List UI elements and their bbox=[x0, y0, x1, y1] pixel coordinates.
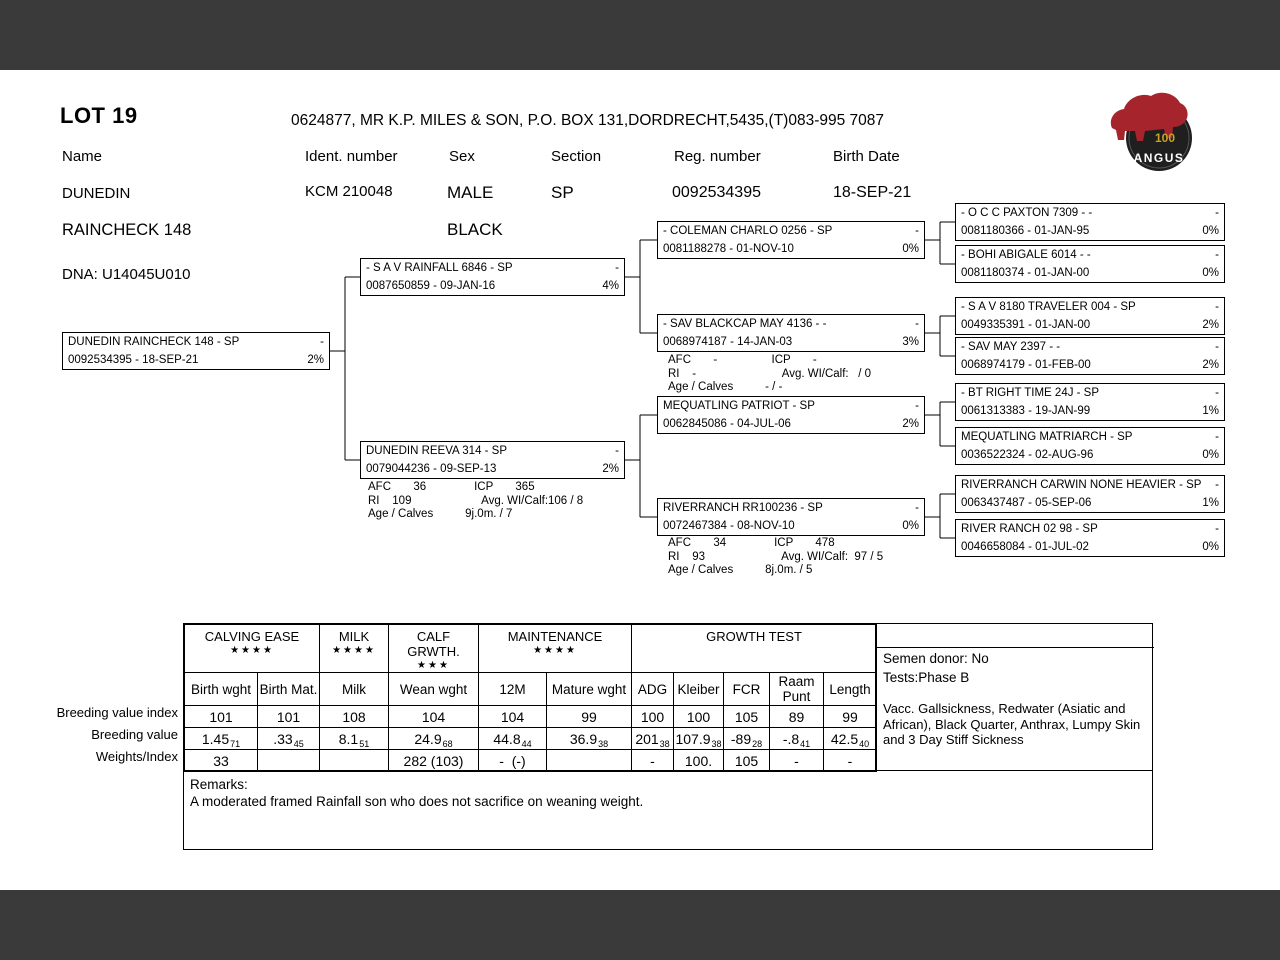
accuracy: 71 bbox=[230, 738, 241, 749]
bv-value-cell: $44.8_{44}$ bbox=[479, 728, 547, 750]
weights-cell bbox=[320, 750, 389, 772]
ident-value: KCM 210048 bbox=[305, 183, 393, 200]
bv-value-cell: $.33_{45}$ bbox=[258, 728, 320, 750]
pedigree-name: MEQUATLING PATRIOT - SP bbox=[663, 400, 815, 412]
vaccinations-text: Vacc. Gallsickness, Redwater (Asiatic and African), Black Quarter, Anthrax, Lumpy Skin and 3 Day Stiff Sickness bbox=[883, 701, 1141, 747]
col-raam-punt: Raam Punt bbox=[770, 673, 824, 706]
accuracy: 44 bbox=[521, 738, 532, 749]
pedigree-pct: 2% bbox=[1202, 359, 1219, 371]
bv-index-cell: 108 bbox=[320, 706, 389, 728]
birth-value: 18-SEP-21 bbox=[833, 184, 912, 201]
accuracy: 28 bbox=[752, 738, 763, 749]
bv-index-cell: 105 bbox=[724, 706, 770, 728]
accuracy: 68 bbox=[442, 738, 453, 749]
weights-cell: - (-) bbox=[479, 750, 547, 772]
logo-badge: 100 bbox=[1154, 131, 1176, 145]
logo-text: ANGUS bbox=[1133, 151, 1185, 165]
pedigree-reg: 0081180366 - 01-JAN-95 bbox=[961, 225, 1090, 237]
pedigree-reg: 0079044236 - 09-SEP-13 bbox=[366, 463, 497, 475]
pedigree-flag: - bbox=[1215, 479, 1219, 491]
weights-cell: 105 bbox=[724, 750, 770, 772]
pedigree-name: - BOHI ABIGALE 6014 - - bbox=[961, 249, 1091, 261]
pedigree-reg: 0092534395 - 18-SEP-21 bbox=[68, 354, 199, 366]
pedigree-flag: - bbox=[915, 318, 919, 330]
pedigree-reg: 0068974179 - 01-FEB-00 bbox=[961, 359, 1091, 371]
group-calf-growth: CALF GRWTH. ★★★ bbox=[389, 625, 479, 673]
dna-value: DNA: U14045U010 bbox=[62, 266, 191, 283]
row-label-breeding-value: Breeding value bbox=[91, 727, 178, 742]
pedigree-flag: - bbox=[1215, 207, 1219, 219]
owner-line: 0624877, MR K.P. MILES & SON, P.O. BOX 131,DORDRECHT,5435,(T)083-995 7087 bbox=[291, 112, 885, 129]
bv-index-cell: 104 bbox=[479, 706, 547, 728]
pedigree-flag: - bbox=[915, 225, 919, 237]
pedigree-reg: 0061313383 - 19-JAN-99 bbox=[961, 405, 1091, 417]
accuracy: 38 bbox=[659, 738, 670, 749]
pedigree-name: - S A V 8180 TRAVELER 004 - SP bbox=[961, 301, 1136, 313]
section-label: Section bbox=[551, 148, 602, 165]
pedigree-pct: 0% bbox=[1202, 225, 1219, 237]
bv-value-cell: $107.9_{38}$ bbox=[674, 728, 724, 750]
bv-index-cell: 99 bbox=[824, 706, 877, 728]
reg-label: Reg. number bbox=[674, 148, 761, 165]
group-header-row bbox=[185, 625, 877, 673]
pedigree-node-gg4 bbox=[955, 337, 1225, 375]
name-value-line2: RAINCHECK 148 bbox=[62, 221, 192, 239]
bv-value-cell: $201_{38}$ bbox=[632, 728, 674, 750]
pedigree-reg: 0068974187 - 14-JAN-03 bbox=[663, 336, 793, 348]
bv-value-cell: $36.9_{38}$ bbox=[547, 728, 632, 750]
pedigree-node-gg7 bbox=[955, 475, 1225, 513]
sex-value: MALE bbox=[447, 183, 494, 202]
col-mature-wght: Mature wght bbox=[547, 673, 632, 706]
birth-label: Birth Date bbox=[833, 148, 900, 165]
bv-value-cell: $-89_{28}$ bbox=[724, 728, 770, 750]
bv-index-cell: 101 bbox=[258, 706, 320, 728]
bottom-bar bbox=[0, 890, 1280, 960]
bv-index-cell: 100 bbox=[674, 706, 724, 728]
pedigree-reg: 0046658084 - 01-JUL-02 bbox=[961, 541, 1089, 553]
pedigree-node-sire bbox=[360, 258, 625, 296]
top-bar bbox=[0, 0, 1280, 70]
col-fcr: FCR bbox=[724, 673, 770, 706]
row-label-weights-index: Weights/Index bbox=[95, 749, 178, 764]
calf-growth-stars: ★★★ bbox=[417, 660, 450, 671]
milk-stars: ★★★★ bbox=[332, 645, 376, 656]
pedigree-pct: 2% bbox=[1202, 319, 1219, 331]
pedigree-node-gg5 bbox=[955, 383, 1225, 421]
bv-value-cell: $-.8_{41}$ bbox=[770, 728, 824, 750]
pedigree-name: - BT RIGHT TIME 24J - SP bbox=[961, 387, 1100, 399]
pedigree-name: - SAV BLACKCAP MAY 4136 - - bbox=[663, 318, 827, 330]
pedigree-flag: - bbox=[1215, 341, 1219, 353]
weights-cell: - bbox=[632, 750, 674, 772]
pedigree-flag: - bbox=[915, 400, 919, 412]
col-milk: Milk bbox=[320, 673, 389, 706]
pedigree-flag: - bbox=[615, 262, 619, 274]
col-12m: 12M bbox=[479, 673, 547, 706]
group-growth-test: GROWTH TEST bbox=[632, 625, 877, 673]
pedigree-name: MEQUATLING MATRIARCH - SP bbox=[961, 431, 1133, 443]
pedigree-node-gg2 bbox=[955, 245, 1225, 283]
pedigree-pct: 0% bbox=[902, 243, 919, 255]
pedigree-flag: - bbox=[1215, 523, 1219, 535]
pedigree-flag: - bbox=[1215, 431, 1219, 443]
pedigree-reg: 0081180374 - 01-JAN-00 bbox=[961, 267, 1090, 279]
col-birth-mat: Birth Mat. bbox=[258, 673, 320, 706]
pedigree-name: RIVERRANCH RR100236 - SP bbox=[663, 502, 823, 514]
section-value: SP bbox=[551, 183, 574, 202]
accuracy: 38 bbox=[711, 738, 722, 749]
lot-title: LOT 19 bbox=[60, 103, 138, 128]
bv-index-cell: 99 bbox=[547, 706, 632, 728]
accuracy: 41 bbox=[800, 738, 811, 749]
remarks-text: A moderated framed Rainfall son who does not sacrifice on weaning weight. bbox=[190, 794, 644, 809]
pedigree-reg: 0063437487 - 05-SEP-06 bbox=[961, 497, 1092, 509]
pedigree-pct: 2% bbox=[307, 354, 324, 366]
pedigree-flag: - bbox=[1215, 387, 1219, 399]
pedigree-pct: 0% bbox=[1202, 267, 1219, 279]
bv-index-cell: 100 bbox=[632, 706, 674, 728]
remarks-section bbox=[184, 770, 1152, 849]
name-label: Name bbox=[62, 148, 103, 165]
pedigree-node-gg1 bbox=[955, 203, 1225, 241]
weights-cell bbox=[547, 750, 632, 772]
pedigree-pct: 1% bbox=[1202, 497, 1219, 509]
group-maintenance: MAINTENANCE ★★★★ bbox=[479, 625, 632, 673]
breeding-value-index-row bbox=[185, 706, 877, 728]
pedigree-pct: 0% bbox=[1202, 541, 1219, 553]
pedigree-reg: 0072467384 - 08-NOV-10 bbox=[663, 520, 795, 532]
pedigree-node-paternal-grandsire bbox=[657, 221, 925, 259]
bv-value-cell: $24.9_{68}$ bbox=[389, 728, 479, 750]
accuracy: 45 bbox=[293, 738, 304, 749]
weights-cell: 100. bbox=[674, 750, 724, 772]
accuracy: 40 bbox=[859, 738, 870, 749]
semen-donor-text: Semen donor: No bbox=[883, 651, 989, 666]
pedigree-reg: 0087650859 - 09-JAN-16 bbox=[366, 280, 496, 292]
bv-value-cell: $42.5_{40}$ bbox=[824, 728, 877, 750]
pedigree-flag: - bbox=[320, 336, 324, 348]
pedigree-reg: 0081188278 - 01-NOV-10 bbox=[663, 243, 794, 255]
pedigree-pct: 2% bbox=[602, 463, 619, 475]
pedigree-flag: - bbox=[915, 502, 919, 514]
dam-stats: AFC 36 ICP 365 RI 109 Avg. WI/Calf:106 / 8 Age / Calves 9j.0m. / 7 bbox=[368, 481, 584, 520]
angus-logo bbox=[1106, 86, 1200, 176]
weights-cell bbox=[258, 750, 320, 772]
pedigree-reg: 0062845086 - 04-JUL-06 bbox=[663, 418, 791, 430]
col-wean-wght: Wean wght bbox=[389, 673, 479, 706]
accuracy: 51 bbox=[359, 738, 370, 749]
name-value: DUNEDIN bbox=[62, 185, 131, 202]
group-calving-ease: CALVING EASE ★★★★ bbox=[185, 625, 320, 673]
weights-cell: - bbox=[770, 750, 824, 772]
pedigree-node-maternal-granddam bbox=[657, 498, 925, 536]
ident-label: Ident. number bbox=[305, 148, 398, 165]
pedigree-name: DUNEDIN RAINCHECK 148 - SP bbox=[68, 336, 240, 348]
pedigree-name: - S A V RAINFALL 6846 - SP bbox=[366, 262, 513, 274]
pedigree-node-gg8 bbox=[955, 519, 1225, 557]
pedigree-flag: - bbox=[1215, 301, 1219, 313]
info-panel-divider bbox=[876, 647, 1154, 648]
bv-value-cell: $1.45_{71}$ bbox=[185, 728, 258, 750]
maternal-granddam-stats: AFC 34 ICP 478 RI 93 Avg. WI/Calf: 97 / 5 Age / Calves 8j.0m. / 5 bbox=[668, 537, 884, 576]
pedigree-pct: 0% bbox=[902, 520, 919, 532]
weights-index-row bbox=[185, 750, 877, 772]
breeding-values-panel bbox=[183, 623, 1153, 850]
bv-index-cell: 104 bbox=[389, 706, 479, 728]
tests-text: Tests:Phase B bbox=[883, 670, 970, 685]
pedigree-name: - COLEMAN CHARLO 0256 - SP bbox=[663, 225, 833, 237]
row-label-breeding-value-index: Breeding value index bbox=[56, 705, 178, 720]
pedigree-node-maternal-grandsire bbox=[657, 396, 925, 434]
calving-ease-stars: ★★★★ bbox=[230, 645, 274, 656]
pedigree-pct: 0% bbox=[1202, 449, 1219, 461]
group-milk: MILK ★★★★ bbox=[320, 625, 389, 673]
weights-cell: 33 bbox=[185, 750, 258, 772]
weights-cell: 282 (103) bbox=[389, 750, 479, 772]
pedigree-name: - O C C PAXTON 7309 - - bbox=[961, 207, 1093, 219]
pedigree-reg: 0049335391 - 01-JAN-00 bbox=[961, 319, 1091, 331]
maintenance-stars: ★★★★ bbox=[533, 645, 577, 656]
reg-value: 0092534395 bbox=[672, 184, 761, 201]
remarks-label: Remarks: bbox=[190, 777, 248, 792]
bv-value-cell: $8.1_{51}$ bbox=[320, 728, 389, 750]
pedigree-node-paternal-granddam bbox=[657, 314, 925, 352]
pedigree-pct: 4% bbox=[602, 280, 619, 292]
pedigree-pct: 2% bbox=[902, 418, 919, 430]
sex-label: Sex bbox=[449, 148, 475, 165]
pedigree-node-dam bbox=[360, 441, 625, 479]
pedigree-name: DUNEDIN REEVA 314 - SP bbox=[366, 445, 508, 457]
col-length: Length bbox=[824, 673, 877, 706]
col-adg: ADG bbox=[632, 673, 674, 706]
pedigree-pct: 3% bbox=[902, 336, 919, 348]
weights-cell: - bbox=[824, 750, 877, 772]
bv-index-cell: 89 bbox=[770, 706, 824, 728]
column-header-row bbox=[185, 673, 877, 706]
pedigree-node-gg3 bbox=[955, 297, 1225, 335]
info-panel bbox=[875, 624, 1153, 770]
pedigree-flag: - bbox=[1215, 249, 1219, 261]
accuracy: 38 bbox=[598, 738, 609, 749]
paternal-granddam-stats: AFC - ICP - RI - Avg. WI/Calf: / 0 Age / Calves - / - bbox=[668, 354, 872, 393]
breeding-values-table bbox=[184, 624, 877, 772]
bv-index-cell: 101 bbox=[185, 706, 258, 728]
pedigree-reg: 0036522324 - 02-AUG-96 bbox=[961, 449, 1094, 461]
pedigree-pct: 1% bbox=[1202, 405, 1219, 417]
breeding-value-row bbox=[185, 728, 877, 750]
pedigree-node-subject bbox=[62, 332, 330, 370]
pedigree-name: - SAV MAY 2397 - - bbox=[961, 341, 1061, 353]
color-value: BLACK bbox=[447, 220, 503, 239]
col-birth-wght: Birth wght bbox=[185, 673, 258, 706]
pedigree-name: RIVER RANCH 02 98 - SP bbox=[961, 523, 1098, 535]
pedigree-flag: - bbox=[615, 445, 619, 457]
pedigree-node-gg6 bbox=[955, 427, 1225, 465]
col-kleiber: Kleiber bbox=[674, 673, 724, 706]
pedigree-name: RIVERRANCH CARWIN NONE HEAVIER - SP bbox=[961, 479, 1202, 491]
